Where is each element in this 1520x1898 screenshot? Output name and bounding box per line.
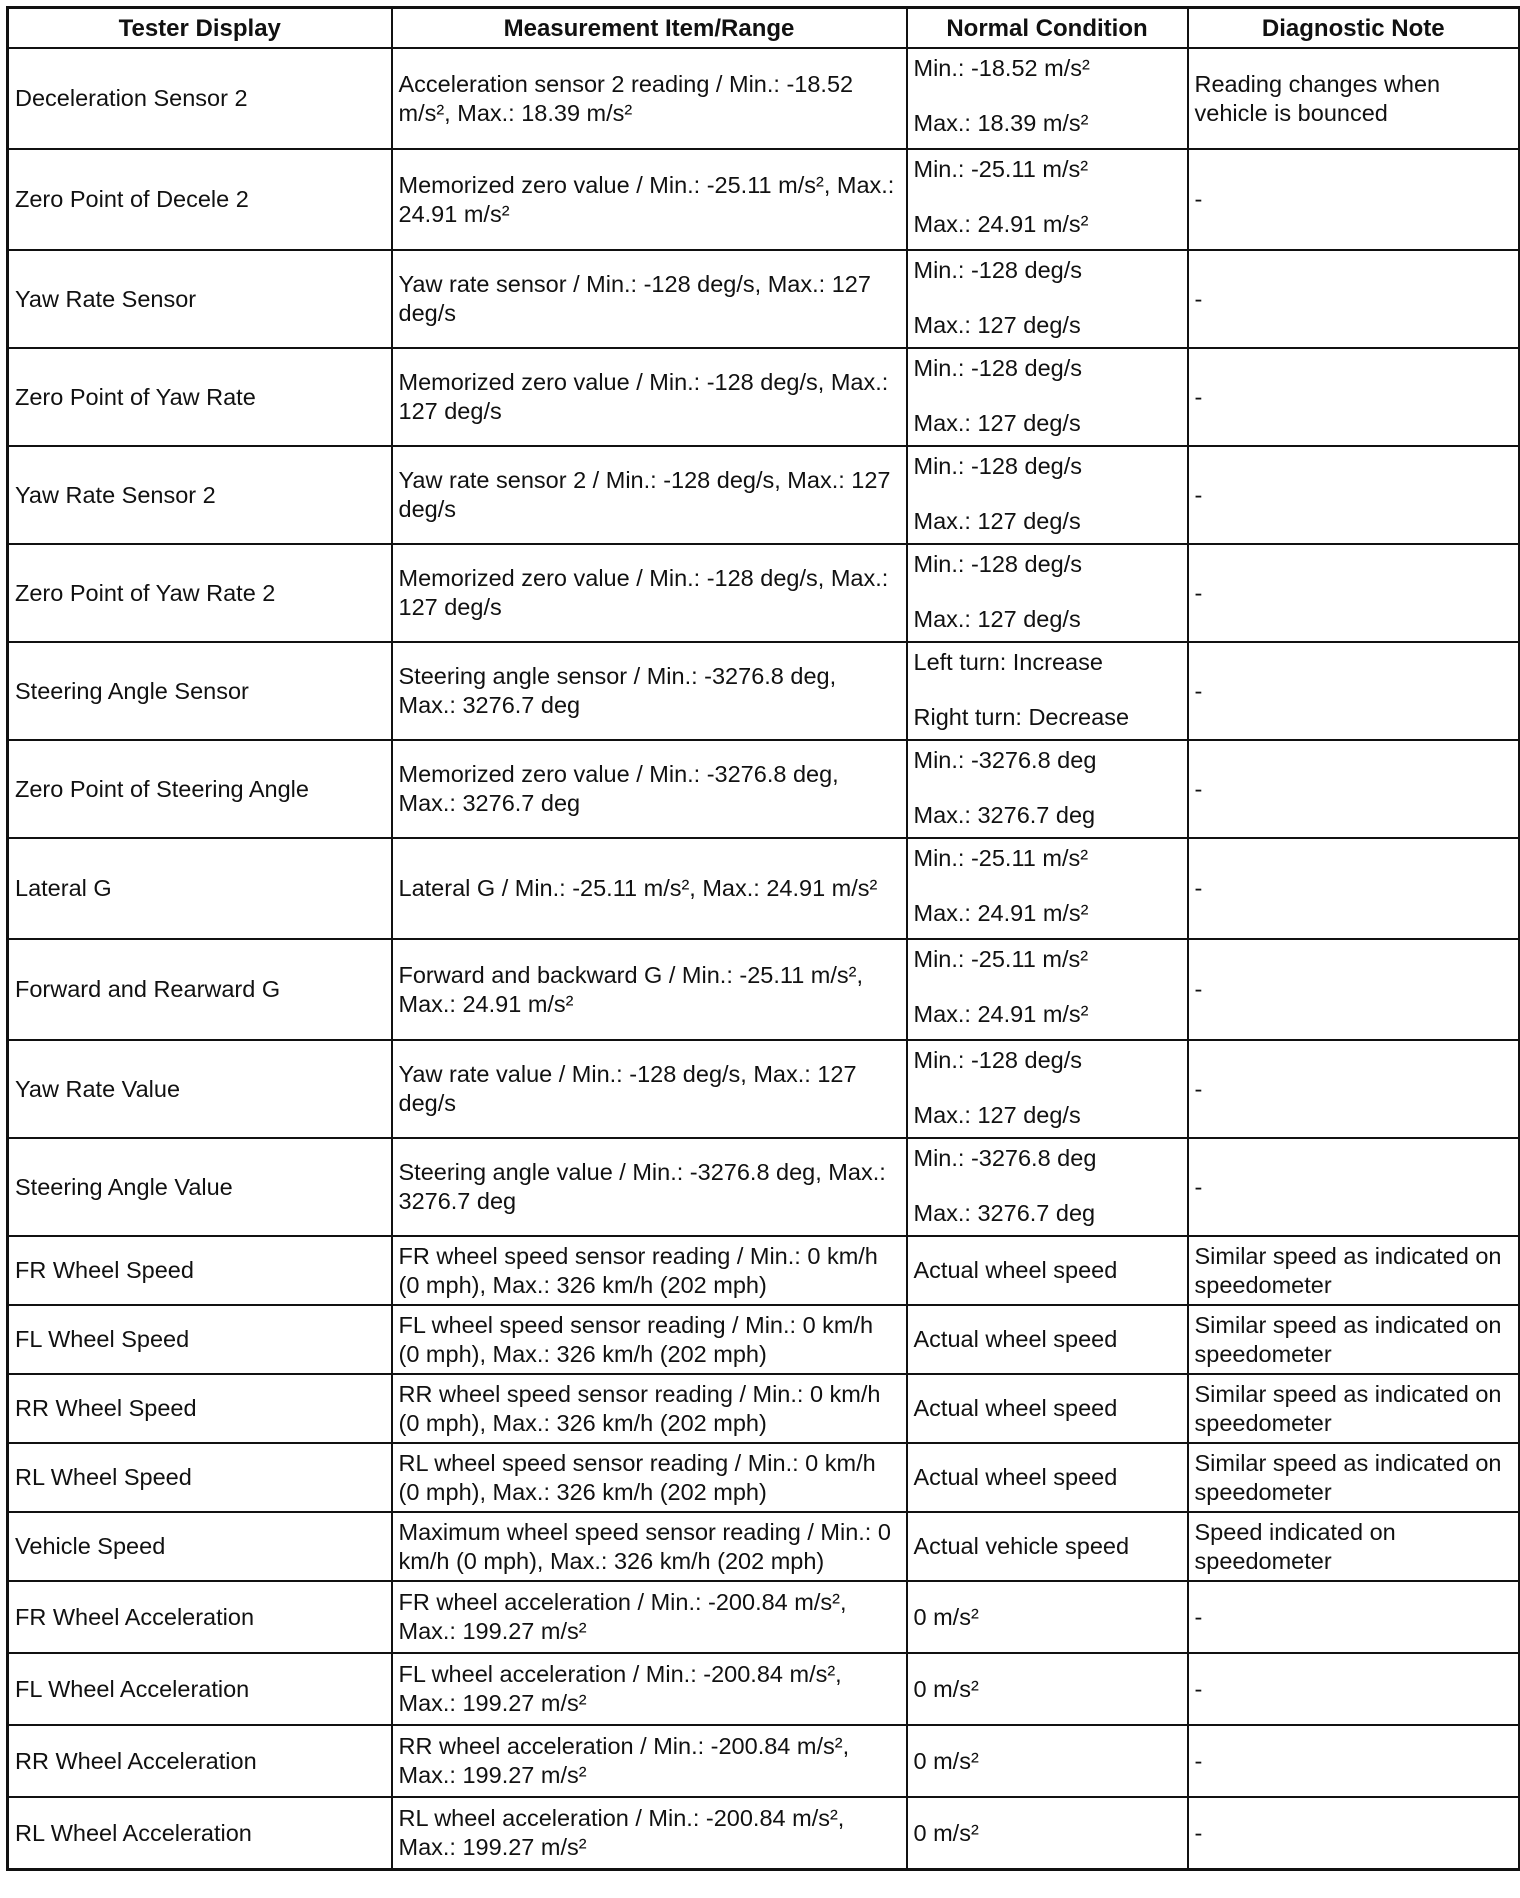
header-normal-condition: Normal Condition (907, 8, 1188, 49)
condition-line: Max.: 127 deg/s (913, 410, 1081, 436)
cell-measurement: Acceleration sensor 2 reading / Min.: -18.52 m/s², Max.: 18.39 m/s² (392, 48, 907, 149)
condition-line: Actual vehicle speed (913, 1533, 1130, 1559)
condition-line: Actual wheel speed (913, 1257, 1118, 1283)
cell-normal-condition (907, 642, 1188, 740)
cell-measurement: RR wheel acceleration / Min.: -200.84 m/s², Max.: 199.27 m/s² (392, 1725, 907, 1797)
table-row (8, 1374, 1520, 1443)
cell-diagnostic-note: Reading changes when vehicle is bounced (1188, 48, 1520, 149)
cell-diagnostic-note: Similar speed as indicated on speedometer (1188, 1305, 1520, 1374)
table-row (8, 1040, 1520, 1138)
cell-normal-condition (907, 446, 1188, 544)
table-row (8, 446, 1520, 544)
table-row (8, 250, 1520, 348)
cell-diagnostic-note: Speed indicated on speedometer (1188, 1512, 1520, 1581)
cell-tester-display: Steering Angle Sensor (8, 642, 392, 740)
condition-line: Min.: -18.52 m/s² (913, 55, 1090, 81)
condition-line: Min.: -128 deg/s (913, 355, 1083, 381)
table-row (8, 1581, 1520, 1653)
cell-diagnostic-note: - (1188, 1725, 1520, 1797)
cell-normal-condition (907, 1040, 1188, 1138)
cell-normal-condition (907, 48, 1188, 149)
condition-line: Min.: -128 deg/s (913, 257, 1083, 283)
cell-measurement: Memorized zero value / Min.: -128 deg/s, Max.: 127 deg/s (392, 348, 907, 446)
cell-normal-condition (907, 939, 1188, 1040)
header-tester-display: Tester Display (8, 8, 392, 49)
cell-normal-condition (907, 1443, 1188, 1512)
cell-diagnostic-note: Similar speed as indicated on speedometer (1188, 1236, 1520, 1305)
cell-diagnostic-note: - (1188, 1040, 1520, 1138)
cell-diagnostic-note: - (1188, 348, 1520, 446)
cell-tester-display: RR Wheel Speed (8, 1374, 392, 1443)
table-row (8, 642, 1520, 740)
table-row (8, 1512, 1520, 1581)
document-page (6, 6, 1520, 1871)
cell-measurement: Steering angle sensor / Min.: -3276.8 deg, Max.: 3276.7 deg (392, 642, 907, 740)
condition-line: Min.: -128 deg/s (913, 1047, 1083, 1073)
condition-line: Min.: -25.11 m/s² (913, 156, 1089, 182)
cell-tester-display: Vehicle Speed (8, 1512, 392, 1581)
cell-diagnostic-note: - (1188, 740, 1520, 838)
table-row (8, 1305, 1520, 1374)
header-row (8, 8, 1520, 49)
cell-tester-display: RL Wheel Acceleration (8, 1797, 392, 1870)
cell-tester-display: Zero Point of Steering Angle (8, 740, 392, 838)
cell-measurement: RR wheel speed sensor reading / Min.: 0 km/h (0 mph), Max.: 326 km/h (202 mph) (392, 1374, 907, 1443)
cell-diagnostic-note: - (1188, 642, 1520, 740)
cell-normal-condition (907, 348, 1188, 446)
cell-measurement: Memorized zero value / Min.: -25.11 m/s², Max.: 24.91 m/s² (392, 149, 907, 250)
cell-measurement: Forward and backward G / Min.: -25.11 m/s², Max.: 24.91 m/s² (392, 939, 907, 1040)
condition-line: Min.: -3276.8 deg (913, 747, 1097, 773)
cell-normal-condition (907, 149, 1188, 250)
cell-diagnostic-note: - (1188, 544, 1520, 642)
condition-line: Max.: 24.91 m/s² (913, 211, 1089, 237)
cell-normal-condition (907, 838, 1188, 939)
cell-diagnostic-note: - (1188, 446, 1520, 544)
header-measurement: Measurement Item/Range (392, 8, 907, 49)
cell-measurement: RL wheel speed sensor reading / Min.: 0 km/h (0 mph), Max.: 326 km/h (202 mph) (392, 1443, 907, 1512)
table-row (8, 939, 1520, 1040)
header-diagnostic-note: Diagnostic Note (1188, 8, 1520, 49)
condition-line: Left turn: Increase (913, 649, 1103, 675)
cell-normal-condition (907, 1138, 1188, 1236)
table-row (8, 1725, 1520, 1797)
table-row (8, 149, 1520, 250)
table-row (8, 1443, 1520, 1512)
cell-diagnostic-note: - (1188, 838, 1520, 939)
condition-line: Actual wheel speed (913, 1395, 1118, 1421)
cell-tester-display: Forward and Rearward G (8, 939, 392, 1040)
cell-diagnostic-note: - (1188, 149, 1520, 250)
cell-tester-display: Lateral G (8, 838, 392, 939)
cell-measurement: FL wheel acceleration / Min.: -200.84 m/s², Max.: 199.27 m/s² (392, 1653, 907, 1725)
condition-line: Min.: -128 deg/s (913, 453, 1083, 479)
condition-line: Max.: 127 deg/s (913, 508, 1081, 534)
condition-line: 0 m/s² (913, 1819, 979, 1846)
cell-tester-display: Deceleration Sensor 2 (8, 48, 392, 149)
cell-tester-display: RR Wheel Acceleration (8, 1725, 392, 1797)
cell-tester-display: Yaw Rate Sensor 2 (8, 446, 392, 544)
cell-normal-condition (907, 544, 1188, 642)
cell-tester-display: RL Wheel Speed (8, 1443, 392, 1512)
cell-diagnostic-note: - (1188, 1581, 1520, 1653)
table-row (8, 1138, 1520, 1236)
cell-diagnostic-note: - (1188, 1797, 1520, 1870)
condition-line: Right turn: Decrease (913, 704, 1130, 730)
cell-tester-display: FR Wheel Speed (8, 1236, 392, 1305)
cell-measurement: RL wheel acceleration / Min.: -200.84 m/s², Max.: 199.27 m/s² (392, 1797, 907, 1870)
cell-measurement: FR wheel acceleration / Min.: -200.84 m/s², Max.: 199.27 m/s² (392, 1581, 907, 1653)
cell-measurement: Memorized zero value / Min.: -128 deg/s, Max.: 127 deg/s (392, 544, 907, 642)
cell-measurement: Maximum wheel speed sensor reading / Min.: 0 km/h (0 mph), Max.: 326 km/h (202 mph) (392, 1512, 907, 1581)
condition-line: Max.: 24.91 m/s² (913, 900, 1089, 926)
cell-normal-condition (907, 1581, 1188, 1653)
cell-normal-condition (907, 250, 1188, 348)
table-row (8, 1797, 1520, 1870)
cell-tester-display: Zero Point of Yaw Rate 2 (8, 544, 392, 642)
cell-tester-display: Yaw Rate Value (8, 1040, 392, 1138)
cell-normal-condition (907, 1653, 1188, 1725)
cell-normal-condition (907, 1725, 1188, 1797)
cell-tester-display: FL Wheel Speed (8, 1305, 392, 1374)
cell-measurement: FL wheel speed sensor reading / Min.: 0 km/h (0 mph), Max.: 326 km/h (202 mph) (392, 1305, 907, 1374)
cell-measurement: Memorized zero value / Min.: -3276.8 deg, Max.: 3276.7 deg (392, 740, 907, 838)
condition-line: Max.: 127 deg/s (913, 312, 1081, 338)
cell-diagnostic-note: - (1188, 250, 1520, 348)
cell-tester-display: Zero Point of Decele 2 (8, 149, 392, 250)
cell-normal-condition (907, 1512, 1188, 1581)
cell-normal-condition (907, 1374, 1188, 1443)
condition-line: Min.: -128 deg/s (913, 551, 1083, 577)
table-row (8, 838, 1520, 939)
cell-tester-display: Yaw Rate Sensor (8, 250, 392, 348)
cell-diagnostic-note: - (1188, 939, 1520, 1040)
table-row (8, 544, 1520, 642)
cell-normal-condition (907, 1236, 1188, 1305)
condition-line: Max.: 18.39 m/s² (913, 110, 1089, 136)
table-row (8, 1236, 1520, 1305)
table-row (8, 348, 1520, 446)
cell-measurement: Yaw rate sensor / Min.: -128 deg/s, Max.: 127 deg/s (392, 250, 907, 348)
cell-tester-display: FR Wheel Acceleration (8, 1581, 392, 1653)
table-row (8, 740, 1520, 838)
condition-line: Max.: 127 deg/s (913, 1102, 1081, 1128)
condition-line: 0 m/s² (913, 1603, 979, 1630)
cell-measurement: Steering angle value / Min.: -3276.8 deg, Max.: 3276.7 deg (392, 1138, 907, 1236)
condition-line: Max.: 24.91 m/s² (913, 1001, 1089, 1027)
cell-diagnostic-note: - (1188, 1653, 1520, 1725)
cell-tester-display: Steering Angle Value (8, 1138, 392, 1236)
cell-tester-display: Zero Point of Yaw Rate (8, 348, 392, 446)
cell-diagnostic-note: Similar speed as indicated on speedometer (1188, 1374, 1520, 1443)
condition-line: Min.: -25.11 m/s² (913, 946, 1089, 972)
condition-line: Max.: 3276.7 deg (913, 802, 1096, 828)
cell-measurement: Yaw rate sensor 2 / Min.: -128 deg/s, Max.: 127 deg/s (392, 446, 907, 544)
cell-diagnostic-note: Similar speed as indicated on speedometer (1188, 1443, 1520, 1512)
cell-normal-condition (907, 740, 1188, 838)
cell-normal-condition (907, 1305, 1188, 1374)
cell-tester-display: FL Wheel Acceleration (8, 1653, 392, 1725)
condition-line: Actual wheel speed (913, 1464, 1118, 1490)
condition-line: 0 m/s² (913, 1675, 979, 1702)
tester-data-table (6, 6, 1520, 1871)
condition-line: 0 m/s² (913, 1747, 979, 1774)
condition-line: Actual wheel speed (913, 1326, 1118, 1352)
table-body (8, 48, 1520, 1870)
cell-diagnostic-note: - (1188, 1138, 1520, 1236)
condition-line: Min.: -25.11 m/s² (913, 845, 1089, 871)
table-row (8, 48, 1520, 149)
cell-normal-condition (907, 1797, 1188, 1870)
table-row (8, 1653, 1520, 1725)
condition-line: Min.: -3276.8 deg (913, 1145, 1097, 1171)
cell-measurement: FR wheel speed sensor reading / Min.: 0 km/h (0 mph), Max.: 326 km/h (202 mph) (392, 1236, 907, 1305)
cell-measurement: Yaw rate value / Min.: -128 deg/s, Max.: 127 deg/s (392, 1040, 907, 1138)
cell-measurement: Lateral G / Min.: -25.11 m/s², Max.: 24.91 m/s² (392, 838, 907, 939)
condition-line: Max.: 127 deg/s (913, 606, 1081, 632)
condition-line: Max.: 3276.7 deg (913, 1200, 1096, 1226)
